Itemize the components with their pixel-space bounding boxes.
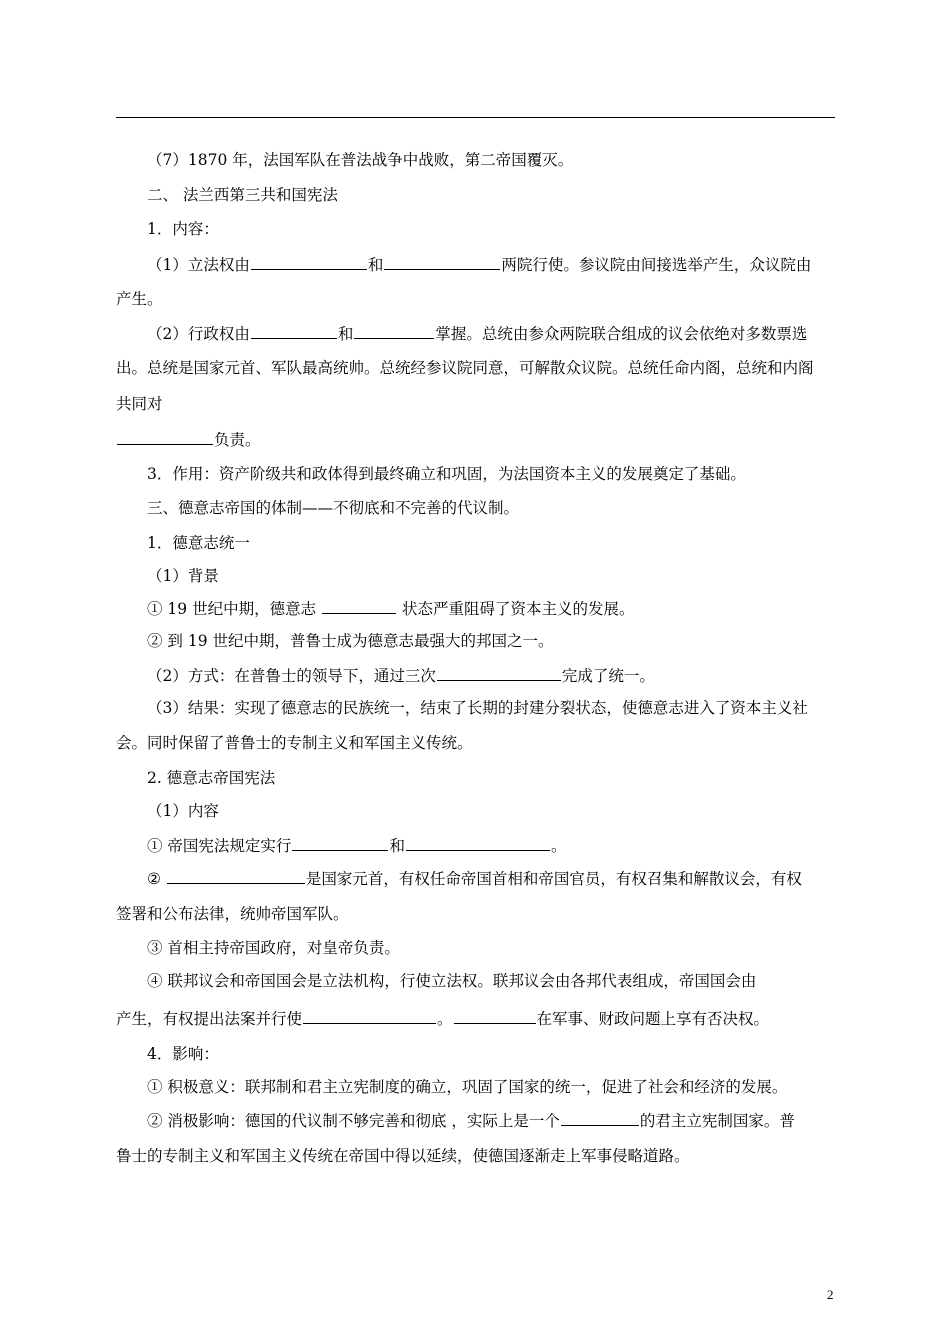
- text-line: 1．内容：: [147, 220, 219, 238]
- text-line: [147, 322, 835, 345]
- text-line: [147, 597, 835, 620]
- fill-blank[interactable]: [251, 322, 337, 339]
- text-line: ④ 联邦议会和帝国国会是立法机构，行使立法权。联邦议会由各邦代表组成，帝国国会由: [147, 972, 757, 990]
- text-line: [116, 428, 835, 451]
- text-segment: （1）立法权由: [147, 256, 250, 274]
- fill-blank[interactable]: [292, 834, 388, 851]
- text-segment: 的君主立宪制国家。普: [639, 1112, 795, 1130]
- fill-blank[interactable]: [437, 664, 561, 681]
- section-heading: 三、德意志帝国的体制——不彻底和不完善的代议制。: [147, 499, 520, 517]
- text-segment: ① 19 世纪中期，德意志: [147, 600, 317, 618]
- text-segment: 。: [550, 837, 567, 855]
- text-segment: 和: [337, 325, 354, 343]
- text-line: 会。同时保留了普鲁士的专制主义和军国主义传统。: [116, 734, 473, 752]
- fill-blank[interactable]: [251, 253, 367, 270]
- fill-blank[interactable]: [454, 1007, 536, 1024]
- text-line: 3．作用：资产阶级共和政体得到最终确立和巩固，为法国资本主义的发展奠定了基础。: [147, 465, 746, 483]
- text-segment: 两院行使。参议院由间接选举产生，众议院由: [501, 256, 812, 274]
- text-segment: 完成了统一。: [561, 667, 655, 685]
- text-segment: 产生，有权提出法案并行使: [116, 1010, 303, 1028]
- text-segment: 状态严重阻碍了资本主义的发展。: [401, 600, 635, 618]
- section-heading: 二、 法兰西第三共和国宪法: [147, 186, 338, 204]
- fill-blank[interactable]: [322, 597, 396, 614]
- text-line: 4．影响：: [147, 1045, 219, 1063]
- fill-blank[interactable]: [117, 428, 213, 445]
- text-line: [147, 834, 835, 857]
- text-line: （1）内容: [147, 802, 219, 820]
- text-line: （3）结果：实现了德意志的民族统一，结束了长期的封建分裂状态，使德意志进入了资本主义社: [147, 699, 808, 717]
- text-line: ③ 首相主持帝国政府，对皇帝负责。: [147, 939, 400, 957]
- fill-blank[interactable]: [561, 1109, 639, 1126]
- text-line: [147, 867, 835, 890]
- text-segment: 。: [437, 1010, 453, 1028]
- fill-blank[interactable]: [303, 1007, 436, 1024]
- text-segment: ②: [147, 870, 161, 888]
- header-rule: [116, 117, 835, 118]
- text-line: （7）1870 年，法国军队在普法战争中战败，第二帝国覆灭。: [147, 151, 574, 169]
- page-number: 2: [827, 1287, 834, 1302]
- fill-blank[interactable]: [406, 834, 550, 851]
- fill-blank[interactable]: [384, 253, 500, 270]
- text-segment: 掌握。总统由参众两院联合组成的议会依绝对多数票选: [435, 325, 808, 343]
- text-line: ① 积极意义：联邦制和君主立宪制度的确立，巩固了国家的统一，促进了社会和经济的发展。: [147, 1078, 788, 1096]
- text-segment: （2）方式：在普鲁士的领导下，通过三次: [147, 667, 436, 685]
- text-line: 1．德意志统一: [147, 534, 250, 552]
- text-segment: ① 帝国宪法规定实行: [147, 837, 292, 855]
- text-line: [147, 253, 835, 276]
- text-line: 共同对: [116, 395, 163, 413]
- text-segment: （2）行政权由: [147, 325, 250, 343]
- text-line: 鲁士的专制主义和军国主义传统在帝国中得以延续，使德国逐渐走上军事侵略道路。: [116, 1147, 690, 1165]
- text-line: ② 到 19 世纪中期，普鲁士成为德意志最强大的邦国之一。: [147, 632, 554, 650]
- text-line: （1）背景: [147, 567, 219, 585]
- text-segment: ② 消极影响：德国的代议制不够完善和彻底 ，实际上是一个: [147, 1112, 560, 1130]
- text-line: 签署和公布法律，统帅帝国军队。: [116, 905, 349, 923]
- fill-blank[interactable]: [167, 867, 305, 884]
- text-line: [147, 1109, 835, 1132]
- text-line: [147, 664, 835, 687]
- text-line: 产生。: [116, 290, 163, 308]
- section-heading: 2. 德意志帝国宪法: [147, 769, 276, 787]
- text-segment: 是国家元首，有权任命帝国首相和帝国官员，有权召集和解散议会，有权: [305, 870, 802, 888]
- fill-blank[interactable]: [354, 322, 434, 339]
- text-segment: 和: [367, 256, 384, 274]
- text-segment: 和: [389, 837, 405, 855]
- text-line: 出。总统是国家元首、军队最高统帅。总统经参议院同意，可解散众议院。总统任命内阁，总统和内阁: [116, 359, 814, 377]
- text-line: [116, 1007, 835, 1030]
- text-segment: 在军事、财政问题上享有否决权。: [536, 1010, 770, 1028]
- text-segment: 负责。: [214, 431, 261, 449]
